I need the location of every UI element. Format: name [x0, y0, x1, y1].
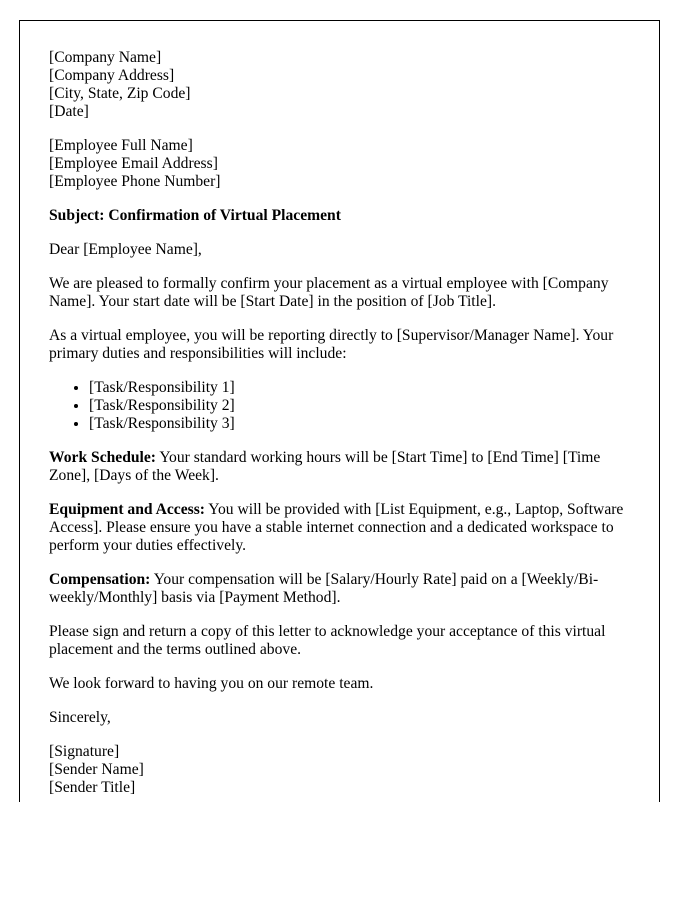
signature-block	[49, 743, 639, 797]
signature: [Signature]	[49, 743, 120, 760]
company-address: [Company Address]	[49, 67, 175, 84]
compensation-text: Your compensation will be [Salary/Hourly Rate] paid on a [Weekly/Bi-weekly/Monthly] basis via [Payment Method].	[49, 571, 599, 606]
employee-phone: [Employee Phone Number]	[49, 173, 221, 190]
closing-paragraph: We look forward to having you on our remote team.	[49, 675, 374, 692]
compensation-paragraph	[49, 571, 639, 607]
compensation-label: Compensation:	[49, 571, 151, 588]
company-name: [Company Name]	[49, 49, 162, 66]
intro-paragraph: We are pleased to formally confirm your placement as a virtual employee with [Company Name]. Your start date will be [Start Date] in the position of [Job Title].	[49, 275, 609, 310]
list-item: • [Task/Responsibility 1]	[89, 379, 639, 397]
work-schedule-text: Your standard working hours will be [Start Time] to [End Time] [Time Zone], [Days of the Week].	[49, 449, 601, 484]
salutation: Dear [Employee Name],	[49, 241, 202, 258]
recipient-block	[49, 137, 639, 191]
city-state-zip: [City, State, Zip Code]	[49, 85, 191, 102]
employee-email: [Employee Email Address]	[49, 155, 218, 172]
reporting-paragraph: As a virtual employee, you will be reporting directly to [Supervisor/Manager Name]. Your primary duties and responsibilities will include:	[49, 327, 614, 362]
letter-page	[19, 20, 660, 802]
responsibilities-list	[49, 379, 639, 433]
sign-paragraph: Please sign and return a copy of this letter to acknowledge your acceptance of this virtual placement and the terms outlined above.	[49, 623, 606, 658]
letter-subject: Subject: Confirmation of Virtual Placement	[49, 207, 341, 224]
letter-date: [Date]	[49, 103, 89, 120]
work-schedule-label: Work Schedule:	[49, 449, 157, 466]
sender-address-block	[49, 49, 639, 121]
equipment-text: You will be provided with [List Equipment, e.g., Laptop, Software Access]. Please ensure you have a stable internet connection and a dedicated workspace to perform your duties effectively.	[49, 501, 624, 554]
sender-name: [Sender Name]	[49, 761, 144, 778]
sender-title: [Sender Title]	[49, 779, 136, 796]
equipment-paragraph	[49, 501, 639, 555]
employee-full-name: [Employee Full Name]	[49, 137, 193, 154]
list-item: • [Task/Responsibility 3]	[89, 415, 639, 433]
work-schedule-paragraph	[49, 449, 639, 485]
equipment-label: Equipment and Access:	[49, 501, 205, 518]
list-item: • [Task/Responsibility 2]	[89, 397, 639, 415]
closing: Sincerely,	[49, 709, 111, 726]
letter-body	[49, 49, 639, 802]
